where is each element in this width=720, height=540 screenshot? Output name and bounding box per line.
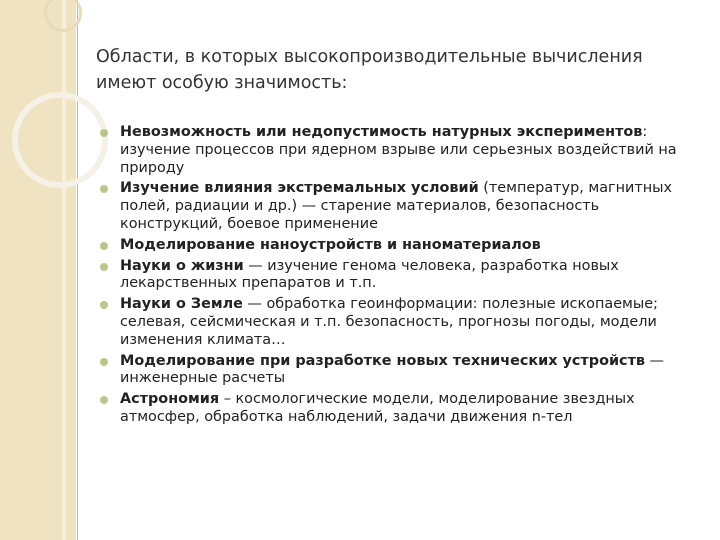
bullet-list bbox=[100, 124, 700, 430]
bullet-icon bbox=[100, 242, 108, 250]
bullet-icon bbox=[100, 396, 108, 404]
decorative-divider bbox=[77, 0, 78, 540]
decorative-circle bbox=[12, 92, 108, 188]
list-item bbox=[100, 353, 700, 389]
bullet-icon bbox=[100, 358, 108, 366]
item-text: : изучение процессов при ядерном взрыве или серьезных воздействий на природу bbox=[120, 124, 677, 176]
item-heading: Невозможность или недопустимость натурных экспериментов bbox=[120, 124, 643, 140]
list-item bbox=[100, 391, 700, 427]
item-heading: Астрономия bbox=[120, 391, 220, 408]
item-heading: Моделирование при разработке новых технических устройств bbox=[120, 352, 646, 369]
item-text: – космологические модели, моделирование звездных атмосфер, обработка наблюдений, задачи движения n-тел bbox=[120, 391, 635, 425]
item-text: — изучение генома человека, разработка новых лекарственных препаратов и т.п. bbox=[120, 257, 619, 292]
decorative-stripe bbox=[62, 0, 66, 540]
item-heading: Науки о жизни bbox=[120, 257, 244, 274]
decorative-left-band bbox=[0, 0, 76, 540]
bullet-icon bbox=[100, 301, 108, 309]
list-item bbox=[100, 296, 700, 349]
list-item bbox=[100, 237, 700, 255]
item-text: — инженерные расчеты bbox=[120, 352, 664, 387]
list-item bbox=[100, 258, 700, 294]
list-item bbox=[100, 124, 700, 177]
item-text: (температур, магнитных полей, радиации и др.) — старение материалов, безопасность конструкций, боевое применение bbox=[120, 180, 673, 232]
item-text: — обработка геоинформации: полезные ископаемые; селевая, сейсмическая и т.п. безопасность, прогнозы погоды, модели изменения климата… bbox=[120, 296, 658, 348]
list-item bbox=[100, 180, 700, 233]
slide-title: Области, в которых высокопроизводительные вычисления имеют особую значимость: bbox=[96, 47, 643, 93]
item-heading: Науки о Земле bbox=[120, 296, 243, 313]
bullet-icon bbox=[100, 263, 108, 271]
item-heading: Изучение влияния экстремальных условий bbox=[120, 180, 479, 197]
bullet-icon bbox=[100, 129, 108, 137]
item-heading: Моделирование наноустройств и наноматериалов bbox=[120, 236, 541, 253]
bullet-icon bbox=[100, 185, 108, 193]
